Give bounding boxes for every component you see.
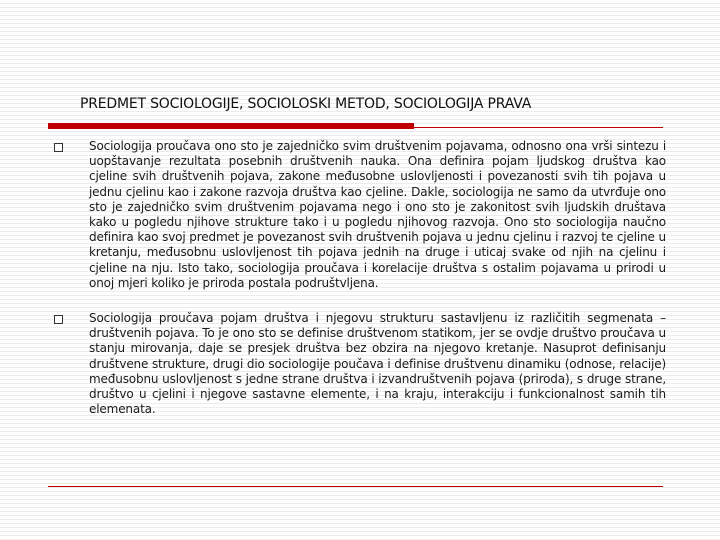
bullet-text: Sociologija proučava pojam društva i njegovu strukturu sastavljenu iz različitih segmenata – društvenih pojava. To je ono sto se definise društvenom statikom, jer se ovdje društvo proučava u stanju mirovanja, daje se presjek društva bez obzira na njegovo kretanje. Nasuprot definisanju društvene strukture, drugi dio sociologije poučava i definise društvenu dinamiku (odnose, relacije) međusobnu uslovljenost s jedne strane društva i izvandruštvenih pojava (priroda), s druge strane, društvo u cjelini i njegove sastavne elemente, i na kraju, interakciju i funkcionalnost samih tih elemenata. (89, 311, 666, 417)
bullet-list (54, 139, 666, 437)
slide-title: PREDMET SOCIOLOGIJE, SOCIOLOSKI METOD, SOCIOLOGIJA PRAVA (80, 96, 532, 112)
title-underline-rule (48, 127, 663, 128)
hollow-square-bullet-icon (54, 143, 63, 152)
hollow-square-bullet-icon (54, 315, 63, 324)
bullet-text: Sociologija proučava ono sto je zajedničko svim društvenim pojavama, odnosno ona vrši sintezu i uopštavanje rezultata posebnih društvenih nauka. Ona definira pojam ljudskog društva kao cjeline svih društvenih pojava, zakone međusobne uslovljenosti i povezanosti svih tih pojava u jednu cjelinu kao i zakone razvoja društva kao cjeline. Dakle, sociologija ne samo da utvrđuje ono sto je zajedničko svim društvenim pojavama nego i ono sto je zakonitost svih ljudskih društava kako u pogledu njihove strukture tako i u pogledu njihovog razvoja. Ono sto sociologija naučno definira kao svoj predmet je povezanost svih društvenih pojava u jednu cjelinu i razvoj te cjeline u kretanju, međusobnu uslovljenost tih pojava jednih na druge i uticaj svake od njih na cjelinu i cjeline na nju. Isto tako, sociologija proučava i korelacije društva s ostalim pojavama u prirodi u onoj mjeri koliko je priroda postala podruštvljena. (89, 139, 666, 290)
bullet-item (54, 139, 666, 291)
title-underline-accent (48, 123, 414, 129)
footer-rule (48, 486, 663, 487)
bullet-item (54, 311, 666, 417)
